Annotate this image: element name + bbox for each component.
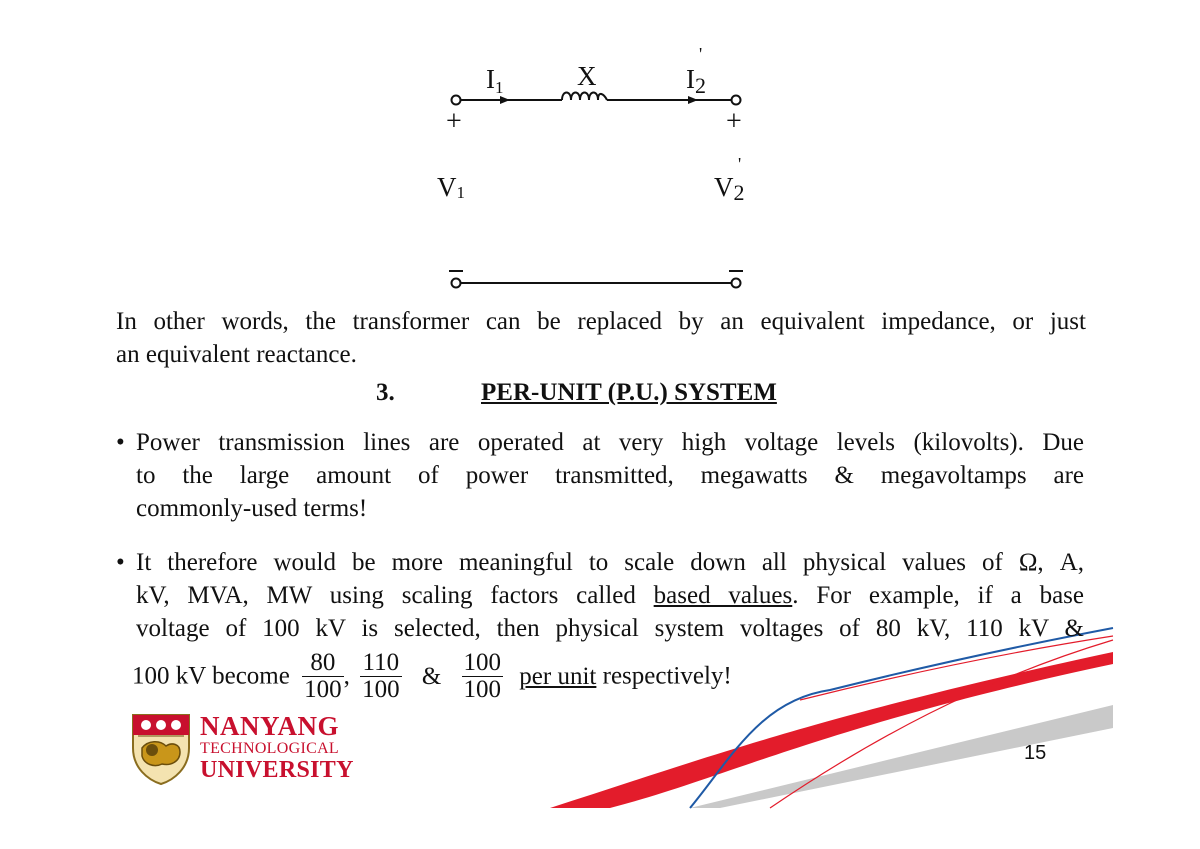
bullet2-line-2a: kV, MVA, MW using scaling factors called: [136, 582, 654, 609]
ntu-logo-wordmark: [200, 713, 354, 782]
label-i1: I1: [486, 64, 504, 97]
section-title: PER-UNIT (P.U.) SYSTEM: [481, 379, 777, 406]
fraction-denominator: 100: [463, 676, 502, 703]
label-v2: V2: [714, 172, 745, 205]
label-i2-prime: ': [699, 44, 703, 64]
fraction-denominator: 100: [362, 676, 400, 703]
bullet2-line-1: It therefore would be more meaningful to scale down all physical values of Ω, A,: [136, 549, 1084, 576]
intro-line-1: In other words, the transformer can be replaced by an equivalent impedance, or just: [116, 308, 1086, 335]
bullet2-line-2b: . For example, if a base: [792, 582, 1084, 609]
bullet1-line-3: commonly-used terms!: [136, 495, 368, 522]
terminal-bottom-right: [732, 279, 741, 288]
label-v2-prime: ': [738, 154, 742, 174]
label-i2: I2: [686, 64, 706, 98]
fraction-80-100: [302, 650, 344, 703]
fraction-100-100: [462, 650, 504, 703]
swoosh-blue-line: [690, 628, 1113, 808]
fraction-numerator: 100: [463, 649, 502, 676]
logo-line-1: NANYANG: [200, 711, 340, 741]
terminal-bottom-left: [452, 279, 461, 288]
plus-right: +: [726, 106, 742, 137]
inductor-coil: [562, 93, 607, 101]
ampersand: &: [421, 662, 442, 690]
fraction-denominator: 100: [304, 676, 342, 703]
bullet2-line-2: [136, 579, 1084, 612]
equivalent-circuit-diagram: [0, 0, 1200, 300]
respectively-text: respectively!: [596, 662, 732, 690]
bullet1-line-1: Power transmission lines are operated at very high voltage levels (kilovolts). Due: [136, 429, 1084, 456]
comma: ,: [343, 662, 350, 690]
logo-line-3: UNIVERSITY: [200, 757, 354, 783]
become-text: 100 kV become: [132, 662, 290, 690]
page-number: 15: [1024, 742, 1047, 764]
fraction-110-100: [360, 650, 402, 703]
plus-left: +: [446, 106, 462, 137]
logo-line-2: TECHNOLOGICAL: [200, 740, 339, 757]
intro-paragraph: [116, 305, 1086, 371]
bullet-dot: •: [116, 429, 125, 456]
per-unit-term: per unit: [519, 662, 597, 690]
bullet2-line-3: voltage of 100 kV is selected, then physical system voltages of 80 kV, 110 kV &: [136, 615, 1084, 642]
label-x: X: [577, 61, 597, 91]
label-v1: V1: [437, 172, 465, 202]
ntu-crest-icon: [130, 712, 192, 786]
current-arrow-i1: [500, 96, 510, 104]
terminal-top-right: [732, 96, 741, 105]
based-values-term: based values: [653, 582, 793, 609]
fraction-numerator: 110: [360, 650, 402, 677]
section-number: 3.: [376, 379, 395, 406]
per-unit-example-line: [132, 650, 732, 703]
fraction-numerator: 80: [302, 650, 344, 677]
terminal-top-left: [452, 96, 461, 105]
bullet1-line-2: to the large amount of power transmitted, megawatts & megavoltamps are: [136, 462, 1084, 489]
bullet-dot: •: [116, 549, 125, 576]
intro-line-2: an equivalent reactance.: [116, 341, 357, 368]
